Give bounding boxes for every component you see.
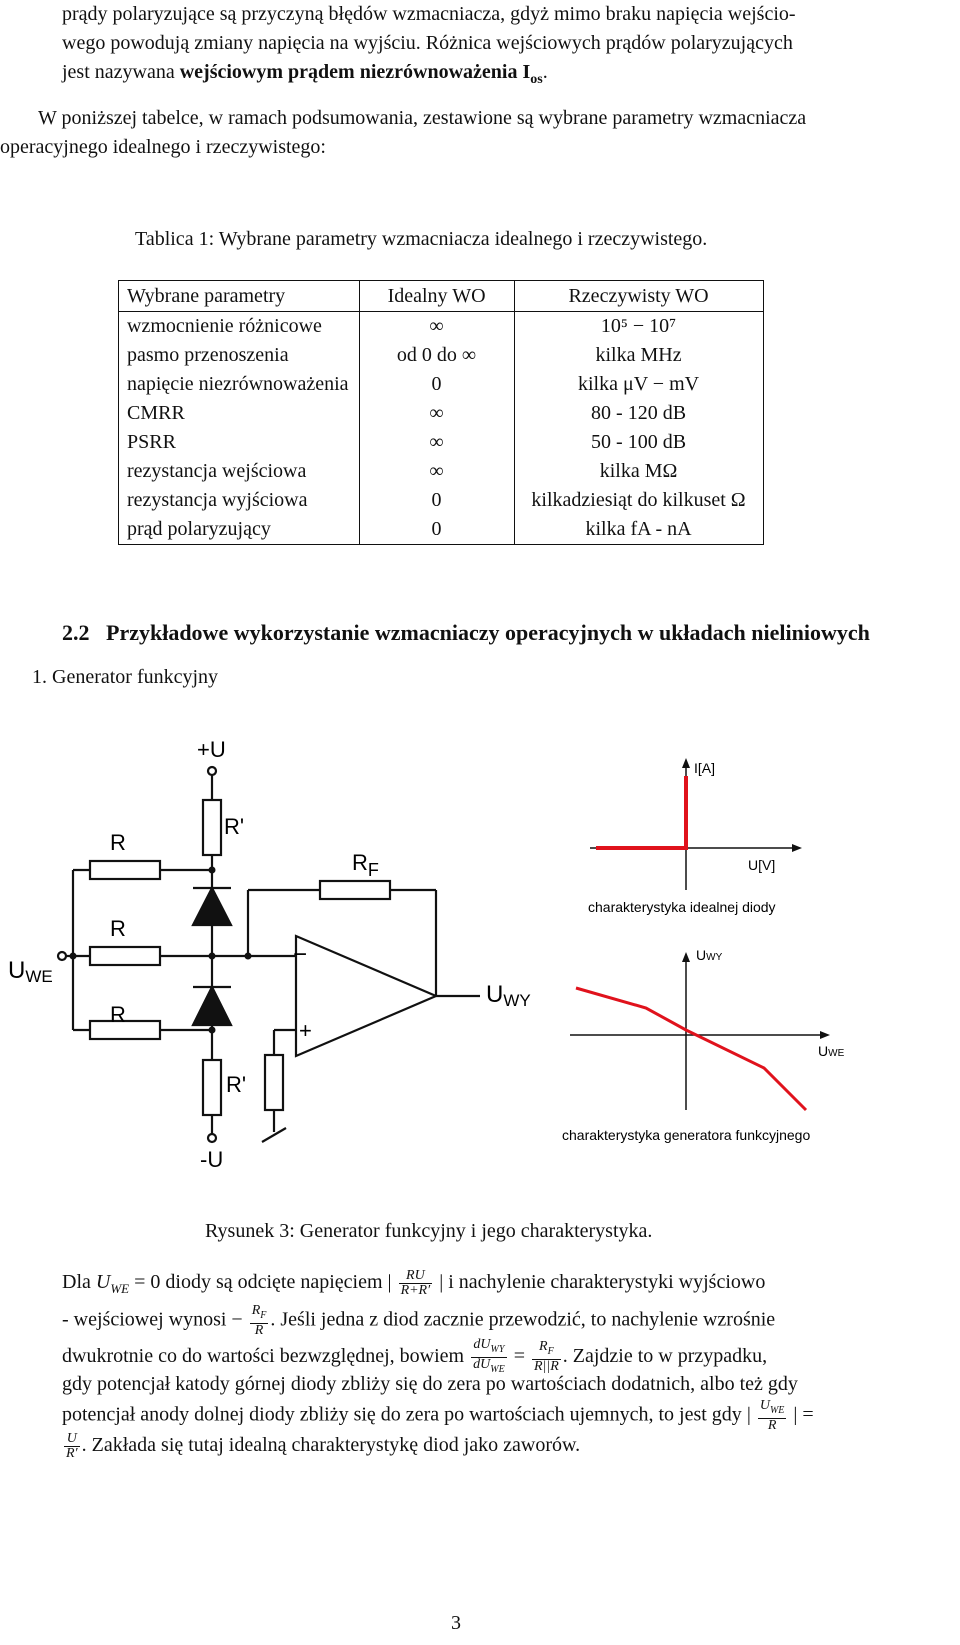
table-cell: 10⁵ − 10⁷ <box>600 315 677 337</box>
body-paragraph <box>62 1268 914 1461</box>
resistor-rf <box>320 881 390 899</box>
op-amp-triangle <box>296 936 436 1056</box>
r-top-label: R <box>110 830 126 855</box>
body-line-3: dwukrotnie co do wartości bezwzględnej, bowiem $\frac{dU_{WY}}{dU_{WE}}$ = $\frac{R_F}{R||R}$ . Zajdzie to w przypadku, <box>62 1337 768 1375</box>
resistor-r-prime-top <box>203 800 221 855</box>
summary-line-2: operacyjnego idealnego i rzeczywistego: <box>0 136 326 158</box>
plus-u-label: +U <box>197 737 226 762</box>
table-cell: ∞ <box>359 457 514 486</box>
table-cell: wzmocnienie różnicowe <box>119 312 360 342</box>
body-line-6: $\frac{U}{R'}$ . Zakłada się tutaj idealną charakterystykę diod jako zaworów. <box>66 1430 581 1461</box>
intro-line-1: prądy polaryzujące są przyczyną błędów wzmacniacza, gdyż mimo braku napięcia wejścio- <box>62 3 796 25</box>
intro-line-3: jest nazywana wejściowym prądem niezrównoważenia $I_{os}$. <box>62 61 548 87</box>
generator-graph <box>550 940 860 1150</box>
table-cell: kilka fA - nA <box>585 518 692 540</box>
table-cell: rezystancja wyjściowa <box>119 486 360 515</box>
table-cell: napięcie niezrównoważenia <box>119 370 360 399</box>
parameters-table <box>118 280 764 545</box>
diode-x-label: U[V] <box>748 857 776 873</box>
table-cell: 0 <box>359 370 514 399</box>
table-cell: 50 - 100 dB <box>591 431 687 453</box>
resistor-ground <box>265 1055 283 1110</box>
page-number: 3 <box>451 1612 461 1634</box>
plus-u-terminal <box>208 767 216 775</box>
body-line-5: potencjał anody dolnej diody zbliży się do zera po wartościach ujemnych, to jest gdy | $\frac{U_{WE}}{R}$ | = <box>62 1398 814 1433</box>
generator-y-label: UWY <box>696 947 723 963</box>
op-amp-plus: + <box>299 1018 312 1043</box>
function-generator-circuit <box>0 730 560 1180</box>
rf-label: $R_F$ <box>352 850 379 880</box>
intro-line-2: wego powodują zmiany napięcia na wyjściu. Różnica wejściowych prądów polaryzujących <box>62 32 793 54</box>
intro-bold-term: wejściowym prądem niezrównoważenia I <box>179 61 531 83</box>
table-cell: od 0 do ∞ <box>359 341 514 370</box>
table-row <box>119 457 764 486</box>
diode-bottom-icon <box>193 987 231 1025</box>
table-cell: CMRR <box>119 399 360 428</box>
table-cell: rezystancja wejściowa <box>119 457 360 486</box>
table-cell: 0 <box>359 515 514 545</box>
body-line-1: Dla $U_{WE} = 0$ diody są odcięte napięciem | $\frac{RU}{R+R'}$ | i nachylenie charakterystyki wyjściowo <box>62 1267 766 1298</box>
list-item-generator: 1. Generator funkcyjny <box>32 666 219 688</box>
summary-paragraph <box>0 104 914 162</box>
table-row <box>119 486 764 515</box>
section-title: Przykładowe wykorzystanie wzmacniaczy operacyjnych w układach nieliniowych <box>106 620 870 645</box>
body-line-2: - wejściowej wynosi − $\frac{R_F}{R}$ . Jeśli jedna z diod zacznie przewodzić, to nachylenie wzrośnie <box>62 1303 776 1338</box>
uwe-label: UWE <box>8 957 53 986</box>
table-row <box>119 370 764 399</box>
ideal-diode-graph <box>560 740 860 920</box>
table-row <box>119 428 764 457</box>
figure-caption: Rysunek 3: Generator funkcyjny i jego charakterystyka. <box>205 1220 653 1242</box>
r-mid-label: R <box>110 916 126 941</box>
table-cell: PSRR <box>119 428 360 457</box>
generator-x-label: UWE <box>818 1043 845 1059</box>
resistor-r-top <box>90 861 160 879</box>
diode-y-label: I[A] <box>694 760 716 776</box>
diode-graph-caption: charakterystyka idealnej diody <box>588 899 776 915</box>
column-header: Rzeczywisty WO <box>514 281 763 312</box>
r-bottom-label: R <box>110 1002 126 1027</box>
table-row <box>119 341 764 370</box>
minus-u-terminal <box>208 1134 216 1142</box>
column-header: Wybrane parametry <box>119 281 360 312</box>
table-row <box>119 515 764 545</box>
intro-paragraph <box>62 0 914 94</box>
table-row <box>119 312 764 342</box>
summary-line-1: W poniższej tabelce, w ramach podsumowania, zestawione są wybrane parametry wzmacniacza <box>38 107 807 129</box>
input-terminal <box>58 952 66 960</box>
table-cell: 80 - 120 dB <box>591 402 687 424</box>
r-prime-bottom-label: R' <box>226 1072 247 1097</box>
table-cell: ∞ <box>359 428 514 457</box>
table-cell: pasmo przenoszenia <box>119 341 360 370</box>
table-row <box>119 399 764 428</box>
section-heading <box>62 620 870 646</box>
op-amp-minus: − <box>293 941 308 968</box>
table-cell: kilka MΩ <box>599 460 678 482</box>
resistor-r-mid <box>90 947 160 965</box>
body-line-4: gdy potencjał katody górnej diody zbliży się do zera po wartościach dodatnich, albo też gdy <box>62 1373 798 1395</box>
table-header-row <box>119 281 764 312</box>
resistor-r-prime-bottom <box>203 1060 221 1115</box>
diode-characteristic-curve <box>596 776 686 848</box>
table-caption: Tablica 1: Wybrane parametry wzmacniacza idealnego i rzeczywistego. <box>135 228 708 250</box>
generator-graph-caption: charakterystyka generatora funkcyjnego <box>562 1127 811 1143</box>
column-header: Idealny WO <box>359 281 514 312</box>
table-cell: 0 <box>359 486 514 515</box>
minus-u-label: -U <box>200 1147 224 1172</box>
table-cell: prąd polaryzujący <box>119 515 360 545</box>
diode-top-icon <box>193 888 231 925</box>
table-cell: ∞ <box>359 312 514 342</box>
table-cell: ∞ <box>359 399 514 428</box>
table-cell: kilka MHz <box>595 344 682 366</box>
uwy-label: UWY <box>486 981 531 1010</box>
table-cell: kilka μV − mV <box>578 373 700 395</box>
section-number: 2.2 <box>62 620 90 645</box>
table-cell: kilkadziesiąt do kilkuset Ω <box>531 489 746 511</box>
r-prime-top-label: R' <box>224 814 245 839</box>
generator-characteristic-curve <box>576 988 806 1110</box>
